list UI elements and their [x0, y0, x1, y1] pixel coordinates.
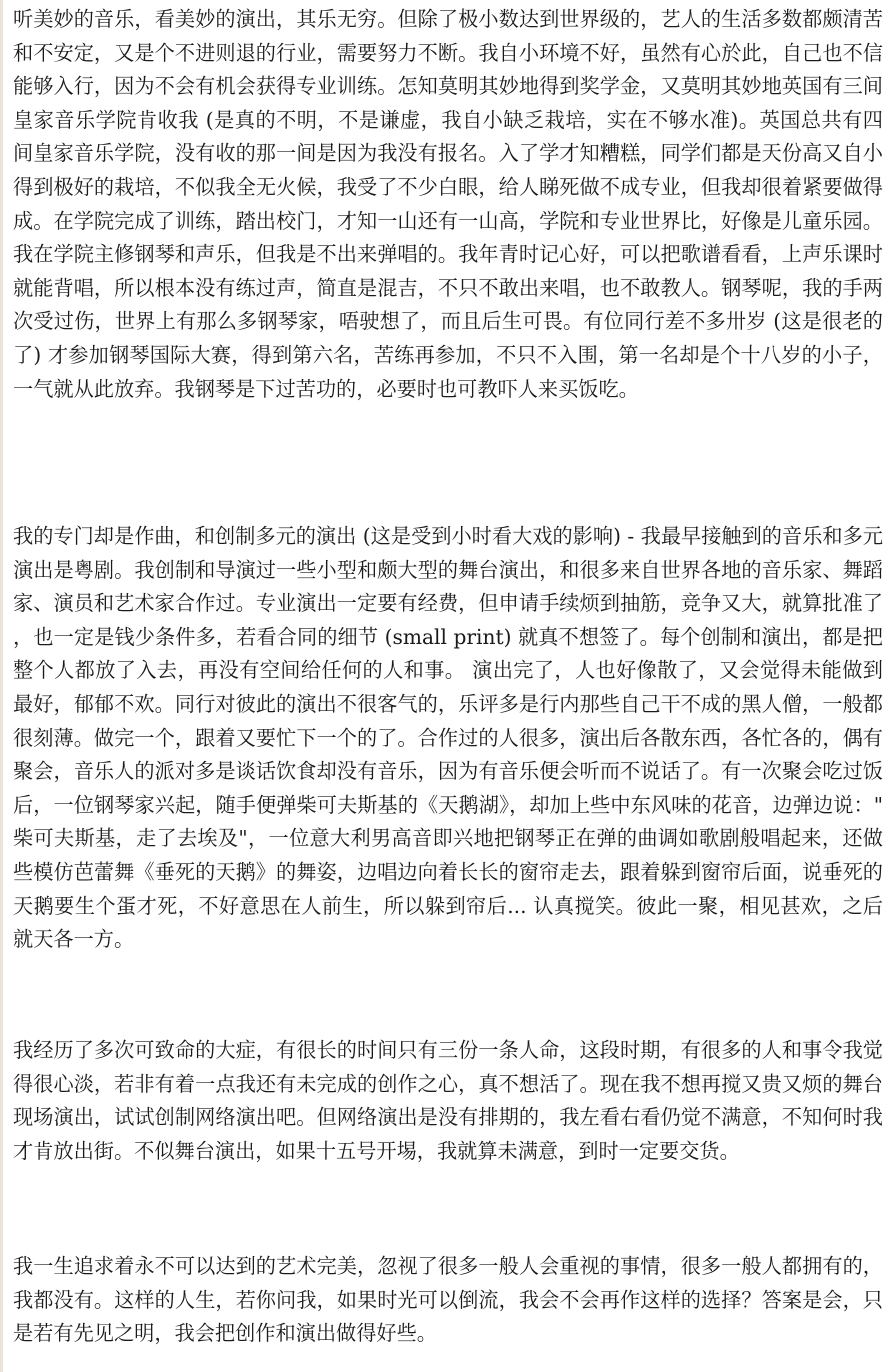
paragraph-1: 听美妙的音乐，看美妙的演出，其乐无穷。但除了极小数达到世界级的，艺人的生活多数都颇清苦和不安定，又是个不进则退的行业，需要努力不断。我自小环境不好，虽然有心於此，自己也不信能够入行，因为不会有机会获得专业训练。怎知莫明其妙地得到奖学金，又莫明其妙地英国有三间皇家音乐学院肯收我 (是真的不明，不是谦虚，我自小缺乏栽培，实在不够水准)。英国总共有四间皇家音乐学院，没有收的那一间是因为我没有报名。入了学才知糟糕，同学们都是天份高又自小得到极好的栽培，不似我全无火候，我受了不少白眼，给人睇死做不成专业，但我却很着紧要做得成。在学院完成了训练，踏出校门，才知一山还有一山高，学院和专业世界比，好像是儿童乐园。我在学院主修钢琴和声乐，但我是不出来弹唱的。我年青时记心好，可以把歌谱看看，上声乐课时就能背唱，所以根本没有练过声，简直是混吉，不只不敢出来唱，也不敢教人。钢琴呢，我的手两次受过伤，世界上有那么多钢琴家，唔驶想了，而且后生可畏。有位同行差不多卅岁 (这是很老的了) 才参加钢琴国际大赛，得到第六名，苦练再参加，不只不入围，第一名却是个十八岁的小子，一气就从此放弃。我钢琴是下过苦功的，必要时也可教吓人来买饭吃。: [13, 7, 883, 401]
paragraph-4: 我一生追求着永不可以达到的艺术完美，忽视了很多一般人会重视的事情，很多一般人都拥有的，我都没有。这样的人生，若你问我，如果时光可以倒流，我会不会再作这样的选择？答案是会，只是若有先见之明，我会把创作和演出做得好些。: [13, 1254, 883, 1346]
paragraph-3: 我经历了多次可致命的大症，有很长的时间只有三份一条人命，这段时期，有很多的人和事令我觉得很心淡，若非有着一点我还有未完成的创作之心，真不想活了。现在我不想再搅又贵又烦的舞台现场演出，试试创制网络演出吧。但网络演出是没有排期的，我左看右看仍觉不满意，不知何时我才肯放出街。不似舞台演出，如果十五号开埸，我就算未满意，到时一定要交货。: [13, 1038, 883, 1163]
paragraph-2: 我的专门却是作曲，和创制多元的演出 (这是受到小时看大戏的影响) - 我最早接触到的音乐和多元演出是粤剧。我创制和导演过一些小型和颇大型的舞台演出，和很多来自世界各地的音乐家、舞蹈家、演员和艺术家合作过。专业演出一定要有经费，但申请手续烦到抽筋，竞争又大，就算批准了，也一定是钱少条件多，若看合同的细节 (small print) 就真不想签了。每个创制和演出，都是把整个人都放了入去，再没有空间给任何的人和事。 演出完了，人也好像散了，又会觉得未能做到最好，郁郁不欢。同行对彼此的演出不很客气的，乐评多是行内那些自己干不成的黑人僧，一般都很刻薄。做完一个，跟着又要忙下一个的了。合作过的人很多，演出后各散东西，各忙各的，偶有聚会，音乐人的派对多是谈话饮食却没有音乐，因为有音乐便会听而不说话了。有一次聚会吃过饭后，一位钢琴家兴起，随手便弹柴可夫斯基的《天鹅湖》，却加上些中东风味的花音，边弹边说："柴可夫斯基，走了去埃及"，一位意大利男高音即兴地把钢琴正在弹的曲调如歌剧般唱起来，还做些模仿芭蕾舞《垂死的天鹅》的舞姿，边唱边向着长长的窗帘走去，跟着躲到窗帘后面，说垂死的天鹅要生个蛋才死，不好意思在人前生，所以躲到帘后... 认真搅笑。彼此一聚，相见甚欢，之后就天各一方。: [13, 524, 883, 952]
page-left-edge: [0, 0, 3, 1372]
